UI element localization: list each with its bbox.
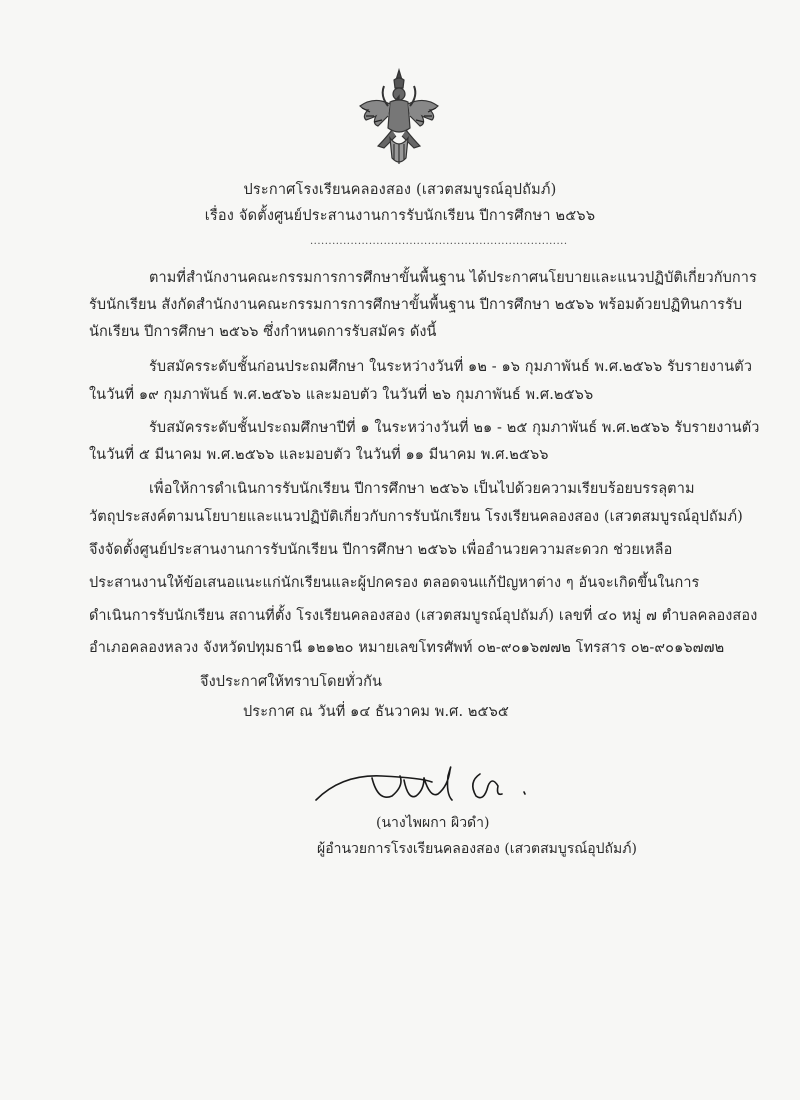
signatory-name: (นางไพผกา ผิวดำ) [376, 815, 490, 831]
body-line: อำเภอคลองหลวง จังหวัดปทุมธานี ๑๒๑๒๐ หมายเลขโทรศัพท์ ๐๒-๙๐๑๖๗๗๒ โทรสาร ๐๒-๙๐๑๖๗๗๒ [89, 640, 725, 656]
handwritten-signature [312, 756, 562, 816]
body-line: รับสมัครระดับชั้นก่อนประถมศึกษา ในระหว่างวันที่ ๑๒ - ๑๖ กุมภาพันธ์ พ.ศ.๒๕๖๖ รับรายงานตัว [149, 359, 753, 375]
body-line: เพื่อให้การดำเนินการรับนักเรียน ปีการศึกษา ๒๕๖๖ เป็นไปด้วยความเรียบร้อยบรรลุตาม [149, 481, 695, 497]
title-separator: ...................................................................... [310, 236, 568, 247]
document-title: ประกาศโรงเรียนคลองสอง (เสวตสมบูรณ์อุปถัมภ์) [243, 182, 557, 198]
body-line: วัตถุประสงค์ตามนโยบายและแนวปฏิบัติเกี่ยวกับการรับนักเรียน โรงเรียนคลองสอง (เสวตสมบูรณ์อุปถัมภ์) [89, 509, 743, 525]
body-line: นักเรียน ปีการศึกษา ๒๕๖๖ ซึ่งกำหนดการรับสมัคร ดังนี้ [89, 324, 437, 340]
body-line: ในวันที่ ๕ มีนาคม พ.ศ.๒๕๖๖ และมอบตัว ในวันที่ ๑๑ มีนาคม พ.ศ.๒๕๖๖ [89, 447, 549, 463]
body-line: ประสานงานให้ข้อเสนอแนะแก่นักเรียนและผู้ปกครอง ตลอดจนแก้ปัญหาต่าง ๆ อันจะเกิดขึ้นในการ [89, 575, 700, 591]
body-line: ในวันที่ ๑๙ กุมภาพันธ์ พ.ศ.๒๕๖๖ และมอบตัว ในวันที่ ๒๖ กุมภาพันธ์ พ.ศ.๒๕๖๖ [89, 387, 594, 403]
body-line: จึงจัดตั้งศูนย์ประสานงานการรับนักเรียน ปีการศึกษา ๒๕๖๖ เพื่ออำนวยความสะดวก ช่วยเหลือ [89, 542, 673, 558]
signatory-position: ผู้อำนวยการโรงเรียนคลองสอง (เสวตสมบูรณ์อุปถัมภ์) [317, 841, 637, 857]
body-line: ดำเนินการรับนักเรียน สถานที่ตั้ง โรงเรียนคลองสอง (เสวตสมบูรณ์อุปถัมภ์) เลขที่ ๔๐ หมู่ ๗ ตำบลคลองสอง [89, 608, 758, 624]
body-line: รับนักเรียน สังกัดสำนักงานคณะกรรมการการศึกษาขั้นพื้นฐาน ปีการศึกษา ๒๕๖๖ พร้อมด้วยปฏิทินการรับ [89, 297, 743, 313]
garuda-emblem-icon [354, 66, 444, 168]
document-subject: เรื่อง จัดตั้งศูนย์ประสานงานการรับนักเรียน ปีการศึกษา ๒๕๖๖ [204, 208, 596, 224]
body-line: ตามที่สำนักงานคณะกรรมการการศึกษาขั้นพื้นฐาน ได้ประกาศนโยบายและแนวปฏิบัติเกี่ยวกับการ [149, 270, 757, 286]
body-line: รับสมัครระดับชั้นประถมศึกษาปีที่ ๑ ในระหว่างวันที่ ๒๑ - ๒๕ กุมภาพันธ์ พ.ศ.๒๕๖๖ รับรายงานตัว [149, 420, 760, 436]
announcement-date: ประกาศ ณ วันที่ ๑๔ ธันวาคม พ.ศ. ๒๕๖๕ [243, 704, 509, 720]
closing-statement: จึงประกาศให้ทราบโดยทั่วกัน [200, 674, 383, 690]
